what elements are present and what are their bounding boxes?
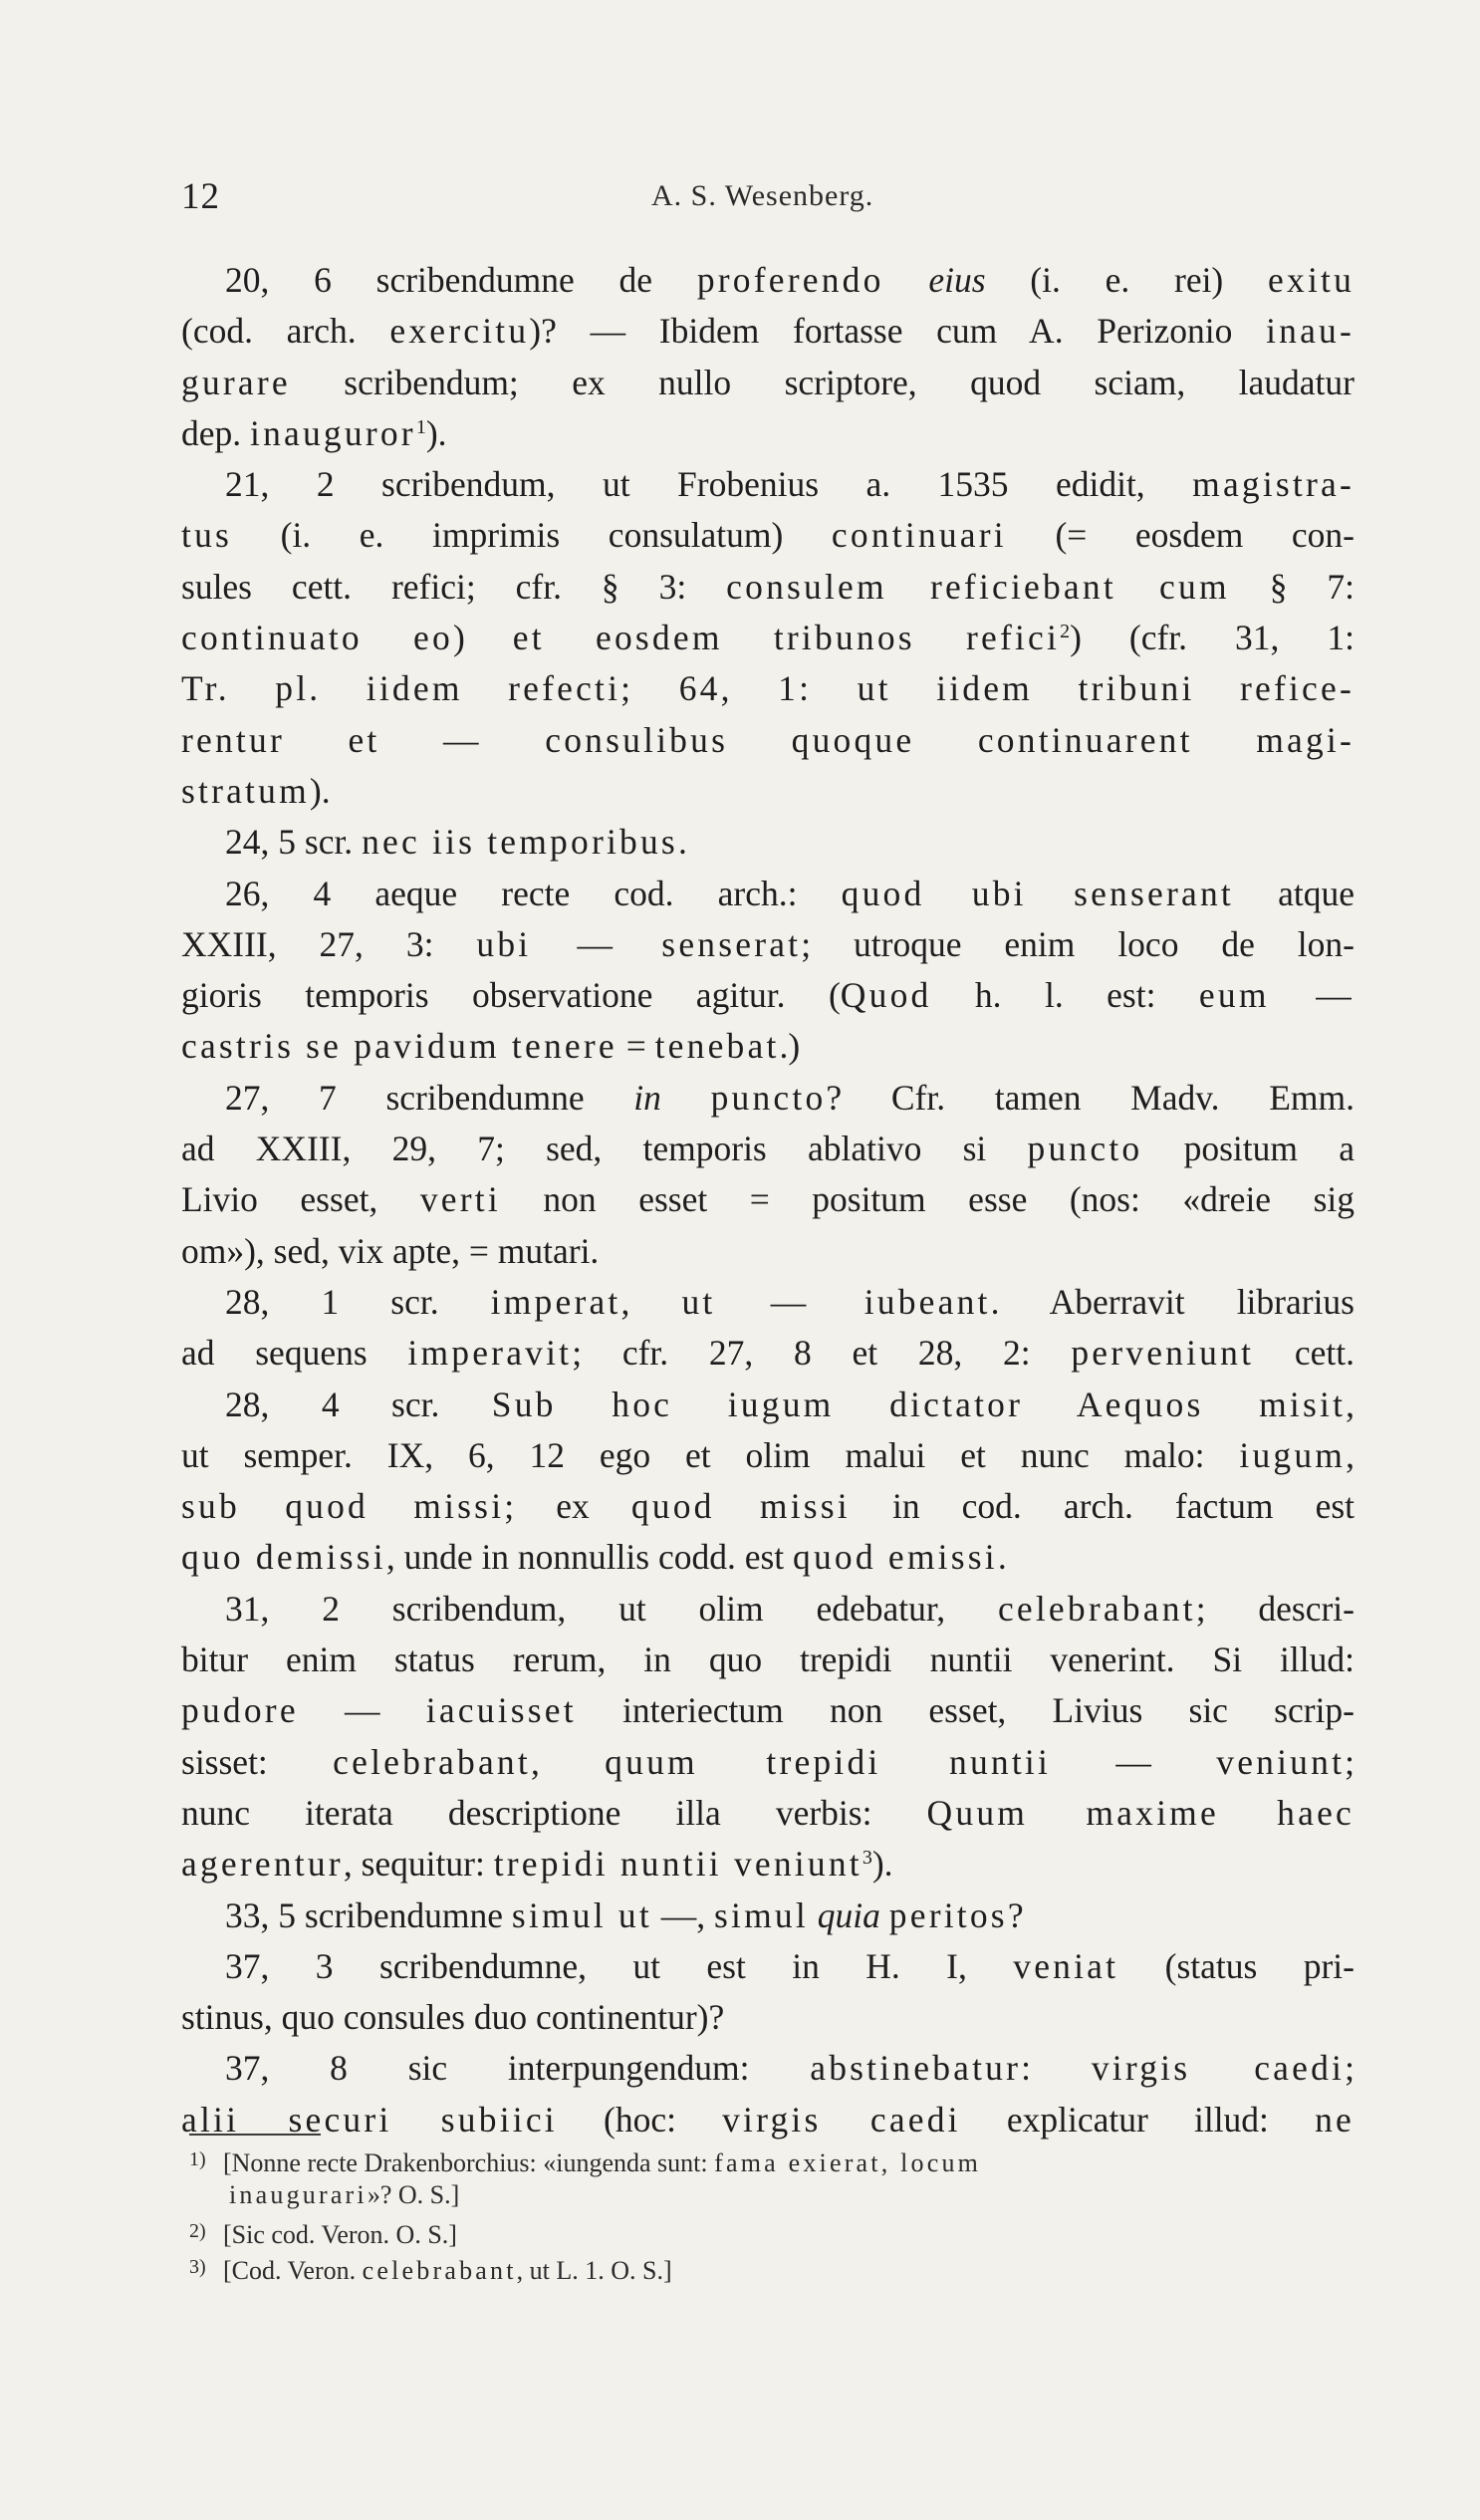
footnote-2: 2) [Sic cod. Veron. O. S.] bbox=[189, 2213, 1355, 2249]
text-line: 27, 7 scribendumne in puncto? Cfr. tamen Madv. Emm. bbox=[225, 1077, 1355, 1118]
running-head: A. S. Wesenberg. bbox=[651, 179, 874, 212]
text-line: rentur et — consulibus quoque continuarent magi- bbox=[181, 719, 1355, 760]
text-line: 26, 4 aeque recte cod. arch.: quod ubi senserant atque bbox=[225, 873, 1355, 913]
text-line: (cod. arch. exercitu)? — Ibidem fortasse cum A. Perizonio inau- bbox=[181, 311, 1355, 352]
text-line: alii securi subiici (hoc: virgis caedi explicatur illud: ne bbox=[181, 2099, 1355, 2140]
text-line: ad sequens imperavit; cfr. 27, 8 et 28, 2: perveniunt cett. bbox=[181, 1333, 1355, 1374]
footnotes bbox=[189, 2142, 1355, 2285]
text-line: quo demissi, unde in nonnullis codd. est quod emissi. bbox=[181, 1537, 1007, 1578]
text-line: sub quod missi; ex quod missi in cod. arch. factum est bbox=[181, 1486, 1355, 1527]
footnote-rule bbox=[189, 2134, 321, 2136]
footnote-1-continuation: inaugurari»? O. S.] bbox=[229, 2180, 460, 2209]
text-line: ad XXIII, 29, 7; sed, temporis ablativo si puncto positum a bbox=[181, 1129, 1355, 1169]
footnote-1: 1) [Nonne recte Drakenborchius: «iungenda sunt: fama exierat, locum bbox=[189, 2142, 1355, 2177]
body-text bbox=[181, 255, 1355, 2145]
text-line: 21, 2 scribendum, ut Frobenius a. 1535 edidit, magistra- bbox=[225, 464, 1355, 505]
text-line: Livio esset, verti non esset = positum esse (nos: «dreie sig bbox=[181, 1179, 1355, 1220]
text-line: castris se pavidum tenere = tenebat.) bbox=[181, 1026, 801, 1067]
text-line: agerentur, sequitur: trepidi nuntii veniunt$^3$). bbox=[181, 1844, 893, 1885]
text-line: pudore — iacuisset interiectum non esset, Livius sic scrip- bbox=[181, 1690, 1355, 1731]
text-line: ut semper. IX, 6, 12 ego et olim malui et nunc malo: iugum, bbox=[181, 1434, 1355, 1475]
text-line: 31, 2 scribendum, ut olim edebatur, celebrabant; descri- bbox=[225, 1588, 1355, 1629]
text-line: om»), sed, vix apte, = mutari. bbox=[181, 1230, 600, 1271]
text-line: tus (i. e. imprimis consulatum) continuari (= eosdem con- bbox=[181, 515, 1355, 556]
text-line: XXIII, 27, 3: ubi — senserat; utroque enim loco de lon- bbox=[181, 923, 1355, 964]
text-line: 37, 8 sic interpungendum: abstinebatur: virgis caedi; bbox=[225, 2048, 1355, 2089]
footnote-marker: 3) bbox=[189, 2256, 206, 2278]
page-header bbox=[181, 175, 1347, 225]
footnote-3: 3) [Cod. Veron. celebrabant, ut L. 1. O. S.] bbox=[189, 2249, 1355, 2285]
text-line: sules cett. refici; cfr. § 3: consulem reficiebant cum § 7: bbox=[181, 566, 1355, 607]
text-line: stratum). bbox=[181, 770, 331, 811]
text-line: gurare scribendum; ex nullo scriptore, quod sciam, laudatur bbox=[181, 362, 1355, 402]
text-line: 20, 6 scribendumne de proferendo eius (i. e. rei) exitu bbox=[225, 260, 1355, 300]
text-line: stinus, quo consules duo continentur)? bbox=[181, 1997, 725, 2038]
text-line: bitur enim status rerum, in quo trepidi nuntii venerint. Si illud: bbox=[181, 1639, 1355, 1680]
text-line: dep. inauguror$^1$). bbox=[181, 412, 447, 453]
footnote-marker: 2) bbox=[189, 2220, 206, 2242]
text-line: gioris temporis observatione agitur. (Quod h. l. est: eum — bbox=[181, 975, 1355, 1016]
text-line: 37, 3 scribendumne, ut est in H. I, veniat (status pri- bbox=[225, 1945, 1355, 1986]
text-line: sisset: celebrabant, quum trepidi nuntii — veniunt; bbox=[181, 1741, 1355, 1782]
text-line: 33, 5 scribendumne simul ut —, simul quia peritos? bbox=[225, 1894, 1024, 1935]
text-line: Tr. pl. iidem refecti; 64, 1: ut iidem tribuni refice- bbox=[181, 668, 1355, 709]
text-line: continuato eo) et eosdem tribunos refici$^2$) (cfr. 31, 1: bbox=[181, 618, 1355, 658]
text-line: nunc iterata descriptione illa verbis: Quum maxime haec bbox=[181, 1792, 1355, 1833]
text-line: 28, 4 scr. Sub hoc iugum dictator Aequos misit, bbox=[225, 1384, 1355, 1424]
text-line: 24, 5 scr. nec iis temporibus. bbox=[225, 822, 687, 863]
footnote-marker: 1) bbox=[189, 2148, 206, 2170]
text-line: 28, 1 scr. imperat, ut — iubeant. Aberravit librarius bbox=[225, 1281, 1355, 1322]
page-number: 12 bbox=[181, 176, 220, 217]
